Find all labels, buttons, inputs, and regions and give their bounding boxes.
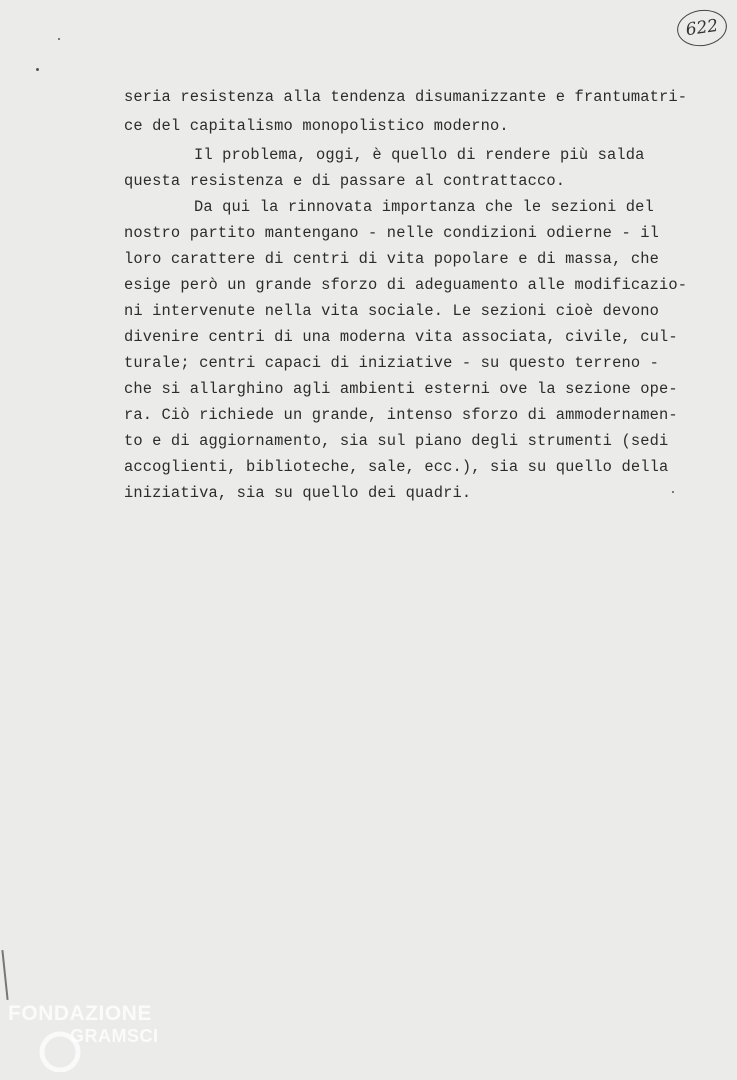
text-line: esige però un grande sforzo di adeguamento alle modificazio- [124,276,688,294]
paper-speck [58,38,60,40]
archive-page-number: 622 [675,7,730,50]
watermark-line2: GRAMSCI [70,1026,159,1046]
text-line: to e di aggiornamento, sia sul piano degli strumenti (sedi [124,432,669,450]
text-line: seria resistenza alla tendenza disumanizzante e frantumatri- [124,88,688,106]
watermark-line1: FONDAZIONE [8,1002,152,1025]
paper-speck [672,491,674,493]
text-line: ra. Ciò richiede un grande, intenso sforzo di ammodernamen- [124,406,678,424]
text-line: Da qui la rinnovata importanza che le sezioni del [194,198,654,216]
text-line: che si allarghino agli ambienti esterni ove la sezione ope- [124,380,678,398]
text-line: ce del capitalismo monopolistico moderno. [124,117,509,135]
paper-edge-mark [1,950,8,1000]
text-line: iniziativa, sia su quello dei quadri. [124,484,472,502]
watermark-logo-icon [8,1000,208,1072]
paper-speck [36,68,39,71]
text-line: Il problema, oggi, è quello di rendere più salda [194,146,645,164]
text-line: turale; centri capaci di iniziative - su questo terreno - [124,354,659,372]
text-line: questa resistenza e di passare al contrattacco. [124,172,566,190]
text-line: ni intervenute nella vita sociale. Le sezioni cioè devono [124,302,659,320]
text-line: loro carattere di centri di vita popolare e di massa, che [124,250,659,268]
text-line: accoglienti, biblioteche, sale, ecc.), sia su quello della [124,458,669,476]
text-line: nostro partito mantengano - nelle condizioni odierne - il [124,224,659,242]
text-line: divenire centri di una moderna vita associata, civile, cul- [124,328,678,346]
fondazione-gramsci-watermark [8,1000,208,1072]
